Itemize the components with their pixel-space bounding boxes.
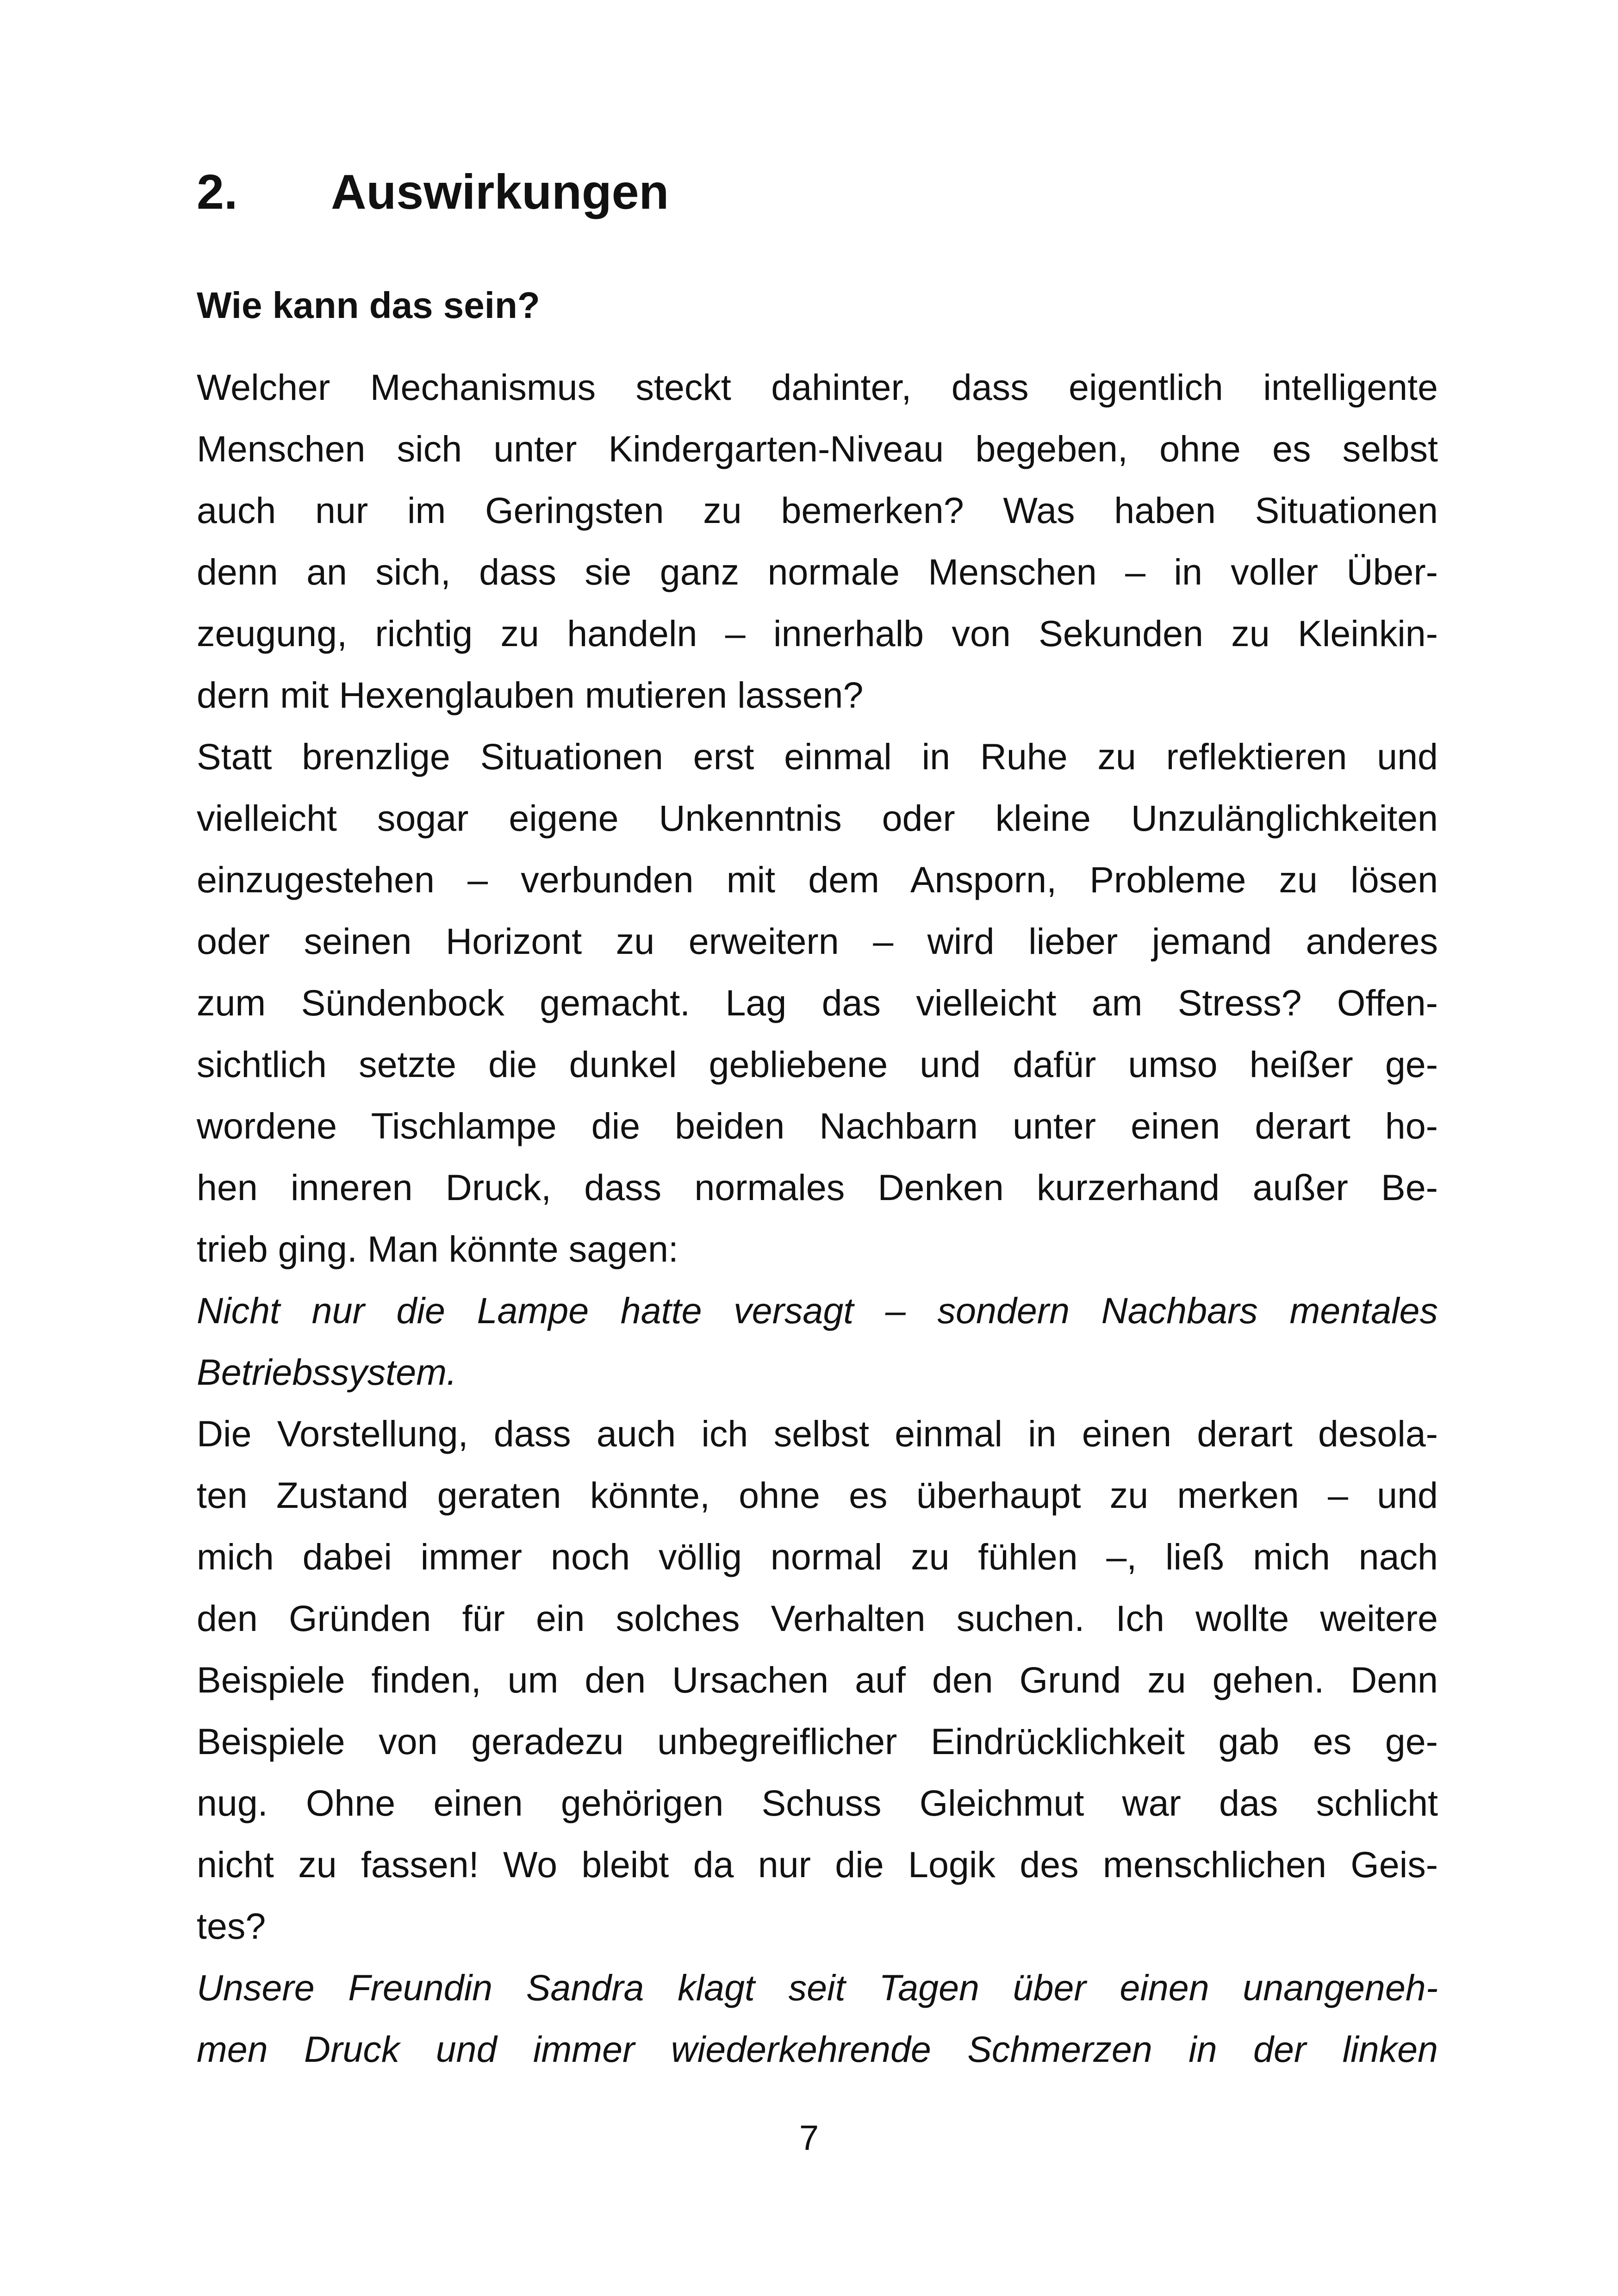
quote-line: Betriebssystem. xyxy=(197,1351,457,1393)
chapter-heading xyxy=(197,162,669,222)
text-line: tes? xyxy=(197,1905,266,1947)
text-line: einzugestehen – verbunden mit dem Ansporn, Probleme zu lösen xyxy=(197,859,1438,900)
text-line: nug. Ohne einen gehörigen Schuss Gleichmut war das schlicht xyxy=(197,1782,1438,1823)
text-line: auch nur im Geringsten zu bemerken? Was haben Situationen xyxy=(197,490,1438,531)
text-line: vielleicht sogar eigene Unkenntnis oder kleine Unzulänglichkeiten xyxy=(197,797,1438,839)
text-line: Welcher Mechanismus steckt dahinter, dass eigentlich intelligente xyxy=(197,367,1438,408)
text-line: oder seinen Horizont zu erweitern – wird lieber jemand anderes xyxy=(197,921,1438,962)
text-line: Statt brenzlige Situationen erst einmal in Ruhe zu reflektieren und xyxy=(197,736,1438,777)
text-line: zeugung, richtig zu handeln – innerhalb von Sekunden zu Kleinkin- xyxy=(197,613,1438,654)
text-line: den Gründen für ein solches Verhalten suchen. Ich wollte weitere xyxy=(197,1598,1438,1639)
quote-line: Nicht nur die Lampe hatte versagt – sondern Nachbars mentales xyxy=(197,1290,1438,1331)
text-line: trieb ging. Man könnte sagen: xyxy=(197,1228,678,1269)
text-line: sichtlich setzte die dunkel gebliebene und dafür umso heißer ge- xyxy=(197,1044,1438,1085)
text-line: hen inneren Druck, dass normales Denken kurzerhand außer Be- xyxy=(197,1167,1438,1208)
body-text xyxy=(197,356,1438,2080)
chapter-title: Auswirkungen xyxy=(331,165,669,219)
text-line: Die Vorstellung, dass auch ich selbst einmal in einen derart desola- xyxy=(197,1413,1438,1454)
chapter-number: 2. xyxy=(197,165,238,219)
section-heading: Wie kann das sein? xyxy=(197,285,540,326)
text-line: Beispiele von geradezu unbegreiflicher Eindrücklichkeit gab es ge- xyxy=(197,1721,1438,1762)
text-line: nicht zu fassen! Wo bleibt da nur die Logik des menschlichen Geis- xyxy=(197,1844,1438,1885)
example-line: men Druck und immer wiederkehrende Schmerzen in der linken xyxy=(197,2028,1438,2070)
page-number: 7 xyxy=(799,2118,819,2158)
text-line: dern mit Hexenglauben mutieren lassen? xyxy=(197,674,864,716)
text-line: mich dabei immer noch völlig normal zu fühlen –, ließ mich nach xyxy=(197,1536,1438,1577)
example-line: Unsere Freundin Sandra klagt seit Tagen über einen unangeneh- xyxy=(197,1967,1438,2008)
text-line: Beispiele finden, um den Ursachen auf den Grund zu gehen. Denn xyxy=(197,1659,1438,1700)
text-line: ten Zustand geraten könnte, ohne es überhaupt zu merken – und xyxy=(197,1475,1438,1516)
text-line: wordene Tischlampe die beiden Nachbarn unter einen derart ho- xyxy=(197,1105,1438,1146)
text-line: zum Sündenbock gemacht. Lag das vielleicht am Stress? Offen- xyxy=(197,982,1438,1023)
text-line: denn an sich, dass sie ganz normale Menschen – in voller Über- xyxy=(197,551,1438,592)
text-line: Menschen sich unter Kindergarten-Niveau begeben, ohne es selbst xyxy=(197,428,1438,469)
